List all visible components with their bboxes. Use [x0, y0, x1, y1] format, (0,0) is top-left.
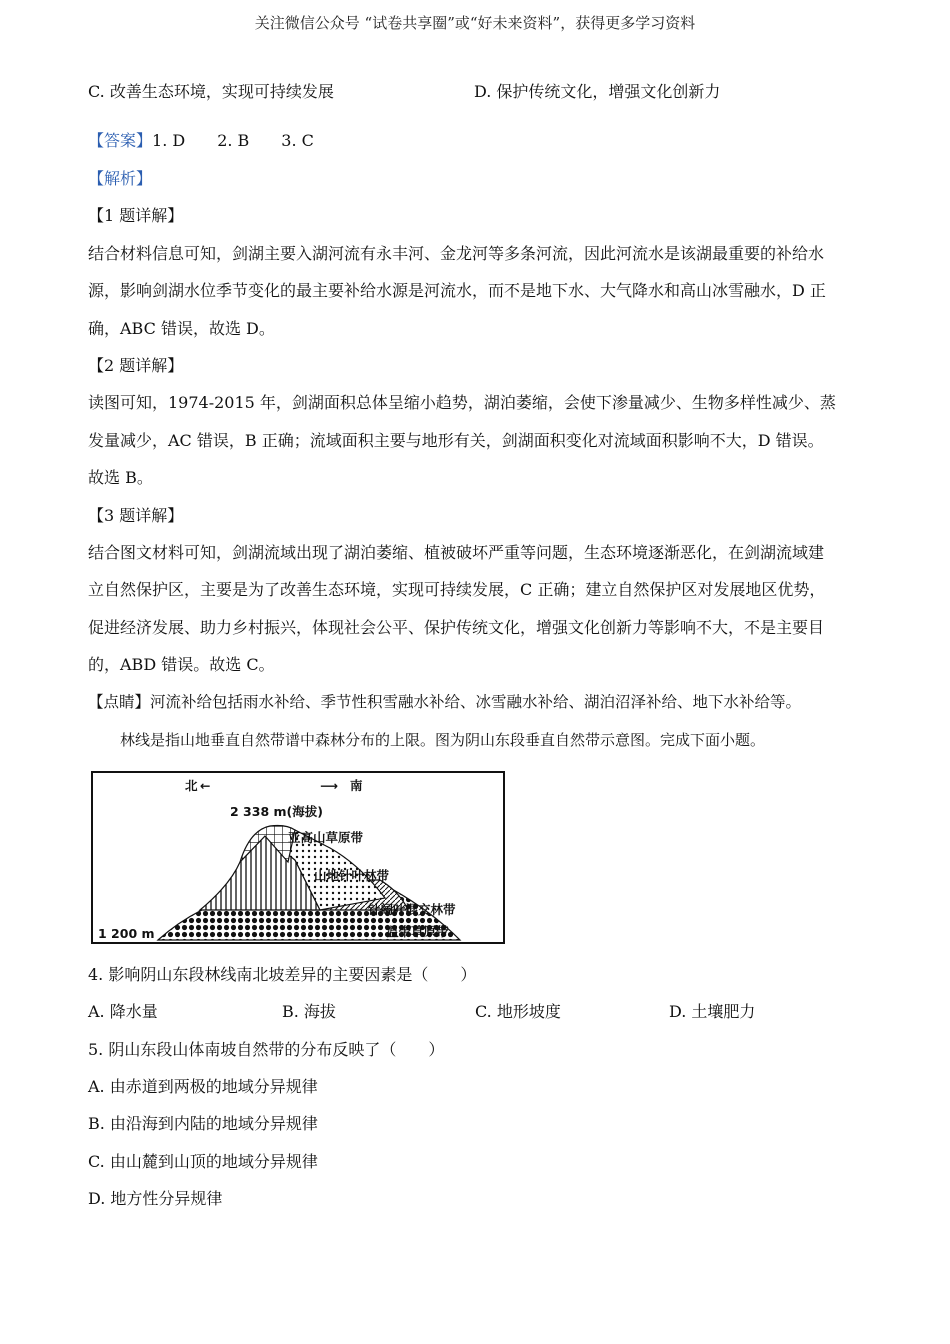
q2-line: 读图可知，1974-2015 年，剑湖面积总体呈缩小趋势，湖泊萎缩，会使下渗量减少、生物多样性减少、蒸: [88, 393, 836, 412]
q5-option-d: D. 地方性分异规律: [88, 1189, 223, 1208]
q5-option-b: B. 由沿海到内陆的地域分异规律: [88, 1114, 318, 1133]
zone-label: 山地针叶林带: [314, 868, 390, 883]
q1-title: 【1 题详解】: [88, 206, 184, 225]
question-intro: 林线是指山地垂直自然带谱中森林分布的上限。图为阴山东段垂直自然带示意图。完成下面小题。: [120, 731, 766, 749]
q4-option-a: A. 降水量: [88, 1002, 158, 1021]
q1-line: 确，ABC 错误，故选 D。: [88, 319, 275, 338]
zone-label: 针阔叶混交林带: [368, 902, 456, 917]
arrow-left: ←: [200, 778, 211, 793]
q5-option-a: A. 由赤道到两极的地域分异规律: [88, 1077, 318, 1096]
q3-title: 【3 题详解】: [88, 506, 184, 525]
tip-line: [88, 691, 801, 713]
tip-text: 河流补给包括雨水补给、季节性积雪融水补给、冰雪融水补给、湖泊沼泽补给、地下水补给等。: [150, 693, 802, 711]
prev-option-c: C. 改善生态环境，实现可持续发展: [88, 82, 334, 101]
answer-values: 1. D 2. B 3. C: [152, 131, 314, 150]
base-elevation: 1 200 m: [98, 926, 155, 941]
summit-elevation: 2 338 m(海拔): [230, 804, 323, 819]
analysis-tag: 【解析】: [88, 169, 153, 188]
q3-line: 的，ABD 错误。故选 C。: [88, 655, 275, 674]
q4-option-c: C. 地形坡度: [475, 1002, 561, 1021]
q2-title: 【2 题详解】: [88, 356, 184, 375]
answer-line: [88, 130, 314, 152]
q4-option-d: D. 土壤肥力: [669, 1002, 756, 1021]
page-header-notice: 关注微信公众号 “试卷共享圈”或“好未来资料”，获得更多学习资料: [254, 14, 696, 32]
zone-label: 温带草原带: [386, 924, 449, 939]
arrow-right: ⟶: [320, 778, 338, 793]
zone-label: 亚高山草原带: [288, 830, 364, 845]
prev-option-d: D. 保护传统文化，增强文化创新力: [474, 82, 721, 101]
q1-line: 结合材料信息可知，剑湖主要入湖河流有永丰河、金龙河等多条河流，因此河流水是该湖最重要的补给水: [88, 244, 825, 263]
answer-tag: 【答案】: [88, 131, 153, 150]
q5-stem: 5. 阴山东段山体南坡自然带的分布反映了（ ）: [88, 1040, 445, 1059]
q4-option-b: B. 海拔: [282, 1002, 336, 1021]
q3-line: 结合图文材料可知，剑湖流域出现了湖泊萎缩、植被破坏严重等问题，生态环境逐渐恶化，在剑湖流域建: [88, 543, 825, 562]
q2-line: 故选 B。: [88, 468, 153, 487]
vertical-zone-diagram: [90, 770, 506, 945]
q2-line: 发量减少，AC 错误，B 正确；流域面积主要与地形有关，剑湖面积变化对流域面积影响不大，D 错误。: [88, 431, 824, 450]
q5-option-c: C. 由山麓到山顶的地域分异规律: [88, 1152, 318, 1171]
q3-line: 促进经济发展、助力乡村振兴，体现社会公平、保护传统文化，增强文化创新力等影响不大，不是主要目: [88, 618, 825, 637]
q3-line: 立自然保护区，主要是为了改善生态环境，实现可持续发展，C 正确；建立自然保护区对发展地区优势，: [88, 580, 826, 599]
direction-south: 南: [350, 778, 363, 793]
q4-stem: 4. 影响阴山东段林线南北坡差异的主要因素是（ ）: [88, 965, 477, 984]
direction-north: 北: [185, 778, 198, 793]
tip-tag: 【点睛】: [88, 693, 151, 711]
q1-line: 源，影响剑湖水位季节变化的最主要补给水源是河流水，而不是地下水、大气降水和高山冰雪融水，D 正: [88, 281, 826, 300]
